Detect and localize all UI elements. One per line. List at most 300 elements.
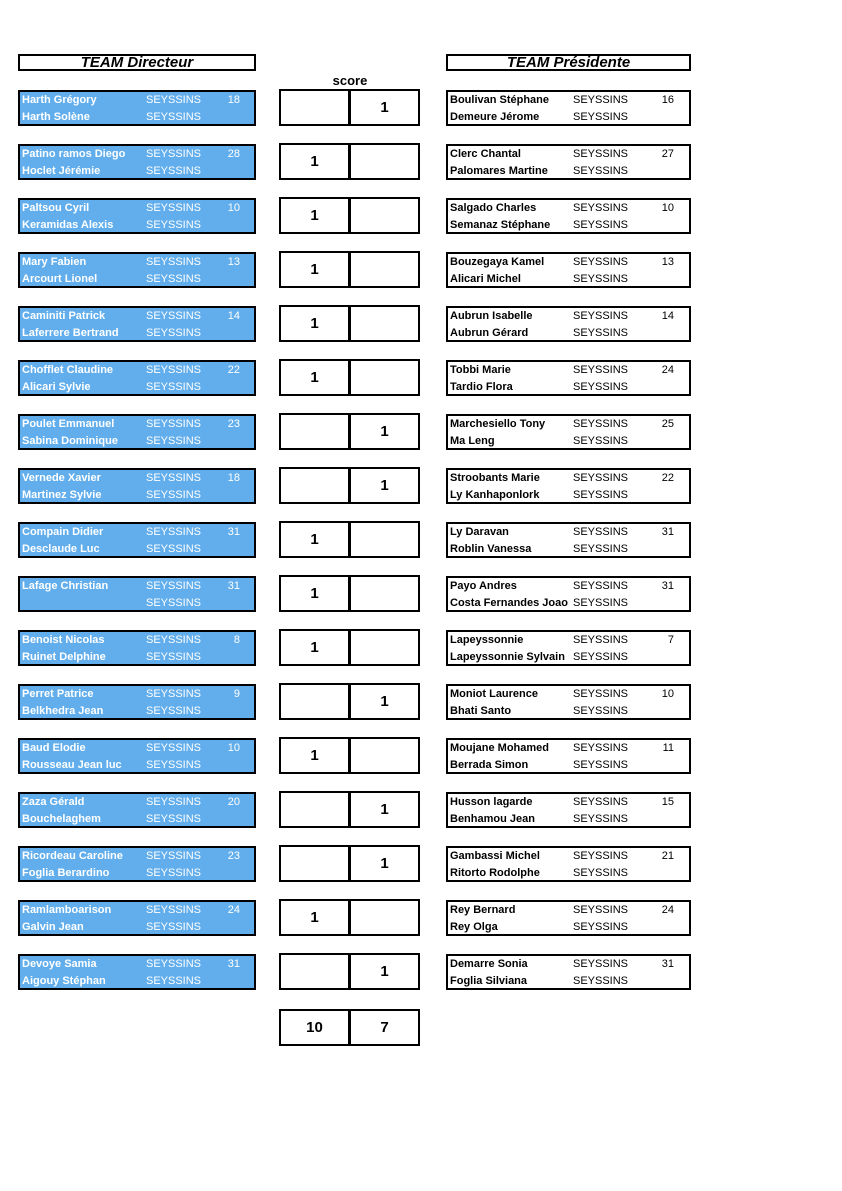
player-club: SEYSSINS <box>146 597 202 609</box>
player-line <box>448 271 689 288</box>
player-name: Alicari Michel <box>450 273 521 285</box>
player-name: Rey Olga <box>450 921 498 933</box>
score-right-box: 1 <box>349 845 420 882</box>
player-line <box>20 254 254 271</box>
player-line <box>20 919 254 936</box>
player-club: SEYSSINS <box>573 597 629 609</box>
player-line <box>448 649 689 666</box>
player-club: SEYSSINS <box>146 580 202 592</box>
score-right-box <box>349 521 420 558</box>
score-left-box <box>279 791 350 828</box>
player-name: Berrada Simon <box>450 759 529 771</box>
player-line <box>20 379 254 396</box>
player-line <box>20 308 254 325</box>
team-left-pair <box>18 468 256 504</box>
player-club: SEYSSINS <box>146 958 202 970</box>
player-line <box>448 433 689 450</box>
player-name: Benoist Nicolas <box>22 634 105 646</box>
player-name: Patino ramos Diego <box>22 148 126 160</box>
player-line <box>448 811 689 828</box>
player-club: SEYSSINS <box>146 489 202 501</box>
player-name: Boulivan Stéphane <box>450 94 550 106</box>
player-line <box>20 757 254 774</box>
player-club: SEYSSINS <box>146 796 202 808</box>
player-name: Semanaz Stéphane <box>450 219 551 231</box>
score-right-box <box>349 575 420 612</box>
score-left-box: 1 <box>279 359 350 396</box>
player-name: Paltsou Cyril <box>22 202 90 214</box>
score-right-box: 1 <box>349 467 420 504</box>
player-number: 31 <box>227 526 240 538</box>
player-line <box>448 163 689 180</box>
player-number: 16 <box>661 94 674 106</box>
player-number: 31 <box>661 958 674 970</box>
player-name: Ritorto Rodolphe <box>450 867 540 879</box>
player-line <box>448 362 689 379</box>
team-header-left: TEAM Directeur <box>18 54 256 71</box>
team-left-pair <box>18 144 256 180</box>
player-name: Costa Fernandes Joao <box>450 597 568 609</box>
player-name: Ma Leng <box>450 435 495 447</box>
player-line <box>448 524 689 541</box>
player-line <box>448 308 689 325</box>
player-line <box>448 703 689 720</box>
player-club: SEYSSINS <box>146 543 202 555</box>
team-right-pair <box>446 198 691 234</box>
team-right-pair <box>446 252 691 288</box>
player-line <box>448 416 689 433</box>
player-club: SEYSSINS <box>146 759 202 771</box>
player-name: Payo Andres <box>450 580 517 592</box>
player-name: Harth Grégory <box>22 94 97 106</box>
player-line <box>448 595 689 612</box>
player-number: 14 <box>227 310 240 322</box>
team-right-pair <box>446 900 691 936</box>
score-label: score <box>332 73 368 88</box>
player-club: SEYSSINS <box>573 256 629 268</box>
player-line <box>20 649 254 666</box>
player-club: SEYSSINS <box>146 742 202 754</box>
player-name: Tobbi Marie <box>450 364 511 376</box>
player-club: SEYSSINS <box>146 904 202 916</box>
player-name: Gambassi Michel <box>450 850 540 862</box>
player-line <box>20 416 254 433</box>
player-line <box>20 200 254 217</box>
team-right-pair <box>446 576 691 612</box>
team-left-pair <box>18 90 256 126</box>
player-name: Lapeyssonnie <box>450 634 524 646</box>
player-name: Aigouy Stéphan <box>22 975 106 987</box>
player-name: Ly Daravan <box>450 526 509 538</box>
player-club: SEYSSINS <box>573 813 629 825</box>
player-club: SEYSSINS <box>573 418 629 430</box>
player-club: SEYSSINS <box>146 310 202 322</box>
player-number: 22 <box>661 472 674 484</box>
player-name: Marchesiello Tony <box>450 418 546 430</box>
player-name: Poulet Emmanuel <box>22 418 115 430</box>
team-right-pair <box>446 954 691 990</box>
player-line <box>20 686 254 703</box>
team-left-pair <box>18 252 256 288</box>
player-number: 25 <box>661 418 674 430</box>
team-right-pair <box>446 684 691 720</box>
score-right-box: 1 <box>349 89 420 126</box>
player-name: Benhamou Jean <box>450 813 535 825</box>
team-left-pair <box>18 306 256 342</box>
team-right-pair <box>446 846 691 882</box>
player-number: 31 <box>227 958 240 970</box>
score-left-box: 1 <box>279 629 350 666</box>
team-left-pair <box>18 360 256 396</box>
player-line <box>20 433 254 450</box>
player-name: Husson lagarde <box>450 796 533 808</box>
score-right-box <box>349 629 420 666</box>
player-line <box>20 811 254 828</box>
score-left-box <box>279 953 350 990</box>
player-name: Lafage Christian <box>22 580 109 592</box>
team-right-pair <box>446 360 691 396</box>
player-line <box>20 109 254 126</box>
player-name: Demeure Jérome <box>450 111 540 123</box>
player-number: 23 <box>227 850 240 862</box>
player-club: SEYSSINS <box>146 526 202 538</box>
player-name: Demarre Sonia <box>450 958 528 970</box>
player-name: Zaza Gérald <box>22 796 85 808</box>
player-number: 7 <box>667 634 674 646</box>
player-club: SEYSSINS <box>573 273 629 285</box>
player-name: Aubrun Isabelle <box>450 310 533 322</box>
player-name: Harth Solène <box>22 111 90 123</box>
player-club: SEYSSINS <box>573 543 629 555</box>
player-club: SEYSSINS <box>573 435 629 447</box>
player-line <box>448 217 689 234</box>
player-number: 22 <box>227 364 240 376</box>
player-club: SEYSSINS <box>146 327 202 339</box>
score-left-box: 1 <box>279 305 350 342</box>
player-name: Devoye Samia <box>22 958 97 970</box>
team-right-pair <box>446 144 691 180</box>
player-club: SEYSSINS <box>146 273 202 285</box>
player-number: 13 <box>661 256 674 268</box>
player-club: SEYSSINS <box>146 165 202 177</box>
player-number: 31 <box>661 580 674 592</box>
player-name: Belkhedra Jean <box>22 705 104 717</box>
player-line <box>448 379 689 396</box>
player-club: SEYSSINS <box>573 111 629 123</box>
team-left-pair <box>18 684 256 720</box>
player-name: Tardio Flora <box>450 381 513 393</box>
player-club: SEYSSINS <box>573 867 629 879</box>
player-club: SEYSSINS <box>573 688 629 700</box>
player-club: SEYSSINS <box>573 634 629 646</box>
player-number: 21 <box>661 850 674 862</box>
player-number: 9 <box>233 688 240 700</box>
player-line <box>20 217 254 234</box>
team-left-pair <box>18 198 256 234</box>
score-right-box: 1 <box>349 413 420 450</box>
player-name: Moniot Laurence <box>450 688 539 700</box>
player-line <box>448 848 689 865</box>
player-club: SEYSSINS <box>146 921 202 933</box>
player-number: 27 <box>661 148 674 160</box>
player-line <box>448 578 689 595</box>
player-club: SEYSSINS <box>573 904 629 916</box>
score-right-box <box>349 197 420 234</box>
player-name: Clerc Chantal <box>450 148 521 160</box>
player-line <box>448 919 689 936</box>
player-number: 31 <box>227 580 240 592</box>
team-left-pair <box>18 630 256 666</box>
player-club: SEYSSINS <box>146 219 202 231</box>
score-left-box <box>279 845 350 882</box>
player-club: SEYSSINS <box>146 705 202 717</box>
team-right-pair <box>446 90 691 126</box>
player-club: SEYSSINS <box>573 327 629 339</box>
total-score-left: 10 <box>279 1009 350 1046</box>
player-name: Sabina Dominique <box>22 435 118 447</box>
player-name: Foglia Silviana <box>450 975 528 987</box>
player-name: Bouchelaghem <box>22 813 101 825</box>
score-left-box <box>279 89 350 126</box>
player-line <box>20 973 254 990</box>
player-line <box>20 163 254 180</box>
player-name: Desclaude Luc <box>22 543 100 555</box>
player-club: SEYSSINS <box>146 867 202 879</box>
team-right-pair <box>446 792 691 828</box>
player-name: Foglia Berardino <box>22 867 110 879</box>
score-right-box: 1 <box>349 953 420 990</box>
player-name: Baud Elodie <box>22 742 86 754</box>
team-left-pair <box>18 738 256 774</box>
player-club: SEYSSINS <box>573 850 629 862</box>
team-header-right: TEAM Présidente <box>446 54 691 71</box>
team-left-pair <box>18 414 256 450</box>
player-line <box>20 578 254 595</box>
player-line <box>20 487 254 504</box>
player-line <box>448 686 689 703</box>
player-name: Rey Bernard <box>450 904 516 916</box>
player-number: 28 <box>227 148 240 160</box>
player-line <box>448 541 689 558</box>
score-left-box: 1 <box>279 197 350 234</box>
player-line <box>20 92 254 109</box>
player-number: 11 <box>662 742 674 754</box>
player-club: SEYSSINS <box>146 472 202 484</box>
player-name: Mary Fabien <box>22 256 87 268</box>
player-line <box>448 865 689 882</box>
player-line <box>448 757 689 774</box>
team-right-pair <box>446 306 691 342</box>
score-left-box: 1 <box>279 143 350 180</box>
team-right-pair <box>446 630 691 666</box>
score-right-box <box>349 737 420 774</box>
player-line <box>20 524 254 541</box>
player-number: 23 <box>227 418 240 430</box>
player-name: Ramlamboarison <box>22 904 112 916</box>
score-right-box <box>349 305 420 342</box>
player-line <box>448 470 689 487</box>
team-left-pair <box>18 792 256 828</box>
player-club: SEYSSINS <box>573 381 629 393</box>
player-line <box>20 595 254 612</box>
player-line <box>20 902 254 919</box>
team-left-pair <box>18 576 256 612</box>
player-club: SEYSSINS <box>573 975 629 987</box>
player-club: SEYSSINS <box>146 651 202 663</box>
player-name: Salgado Charles <box>450 202 537 214</box>
score-right-box <box>349 251 420 288</box>
player-number: 20 <box>227 796 240 808</box>
player-line <box>20 541 254 558</box>
player-name: Ly Kanhaponlork <box>450 489 540 501</box>
player-name: Stroobants Marie <box>450 472 540 484</box>
player-club: SEYSSINS <box>573 705 629 717</box>
player-line <box>20 794 254 811</box>
player-club: SEYSSINS <box>146 435 202 447</box>
player-club: SEYSSINS <box>573 94 629 106</box>
team-left-pair <box>18 954 256 990</box>
score-left-box <box>279 683 350 720</box>
player-line <box>448 487 689 504</box>
player-club: SEYSSINS <box>146 975 202 987</box>
player-line <box>448 146 689 163</box>
player-club: SEYSSINS <box>573 580 629 592</box>
team-left-pair <box>18 522 256 558</box>
player-name: Martinez Sylvie <box>22 489 102 501</box>
player-line <box>448 973 689 990</box>
player-club: SEYSSINS <box>573 364 629 376</box>
player-club: SEYSSINS <box>573 310 629 322</box>
player-line <box>20 848 254 865</box>
team-right-pair <box>446 414 691 450</box>
player-name: Vernede Xavier <box>22 472 101 484</box>
player-line <box>20 632 254 649</box>
score-left-box <box>279 467 350 504</box>
team-left-pair <box>18 846 256 882</box>
player-name: Arcourt Lionel <box>22 273 98 285</box>
player-line <box>448 254 689 271</box>
player-name: Alicari Sylvie <box>22 381 91 393</box>
player-club: SEYSSINS <box>146 381 202 393</box>
score-left-box: 1 <box>279 737 350 774</box>
player-number: 24 <box>661 364 674 376</box>
player-name: Caminiti Patrick <box>22 310 106 322</box>
player-number: 18 <box>227 94 240 106</box>
total-score-right: 7 <box>349 1009 420 1046</box>
player-line <box>20 362 254 379</box>
player-club: SEYSSINS <box>146 256 202 268</box>
player-line <box>20 956 254 973</box>
player-number: 10 <box>227 742 240 754</box>
player-club: SEYSSINS <box>146 202 202 214</box>
player-line <box>448 740 689 757</box>
player-number: 10 <box>661 688 674 700</box>
player-club: SEYSSINS <box>573 148 629 160</box>
score-left-box <box>279 413 350 450</box>
player-line <box>20 271 254 288</box>
player-club: SEYSSINS <box>573 742 629 754</box>
player-club: SEYSSINS <box>573 472 629 484</box>
player-club: SEYSSINS <box>573 958 629 970</box>
player-number: 15 <box>661 796 674 808</box>
player-club: SEYSSINS <box>146 813 202 825</box>
player-number: 24 <box>227 904 240 916</box>
score-left-box: 1 <box>279 899 350 936</box>
player-number: 24 <box>661 904 674 916</box>
player-line <box>448 325 689 342</box>
player-number: 14 <box>661 310 674 322</box>
player-club: SEYSSINS <box>573 651 629 663</box>
player-line <box>448 956 689 973</box>
player-line <box>448 92 689 109</box>
team-left-pair <box>18 900 256 936</box>
player-club: SEYSSINS <box>146 850 202 862</box>
player-line <box>448 109 689 126</box>
player-number: 13 <box>227 256 240 268</box>
player-club: SEYSSINS <box>573 526 629 538</box>
player-line <box>20 865 254 882</box>
team-right-pair <box>446 522 691 558</box>
player-club: SEYSSINS <box>146 94 202 106</box>
player-name: Laferrere Bertrand <box>22 327 119 339</box>
player-club: SEYSSINS <box>573 489 629 501</box>
player-name: Aubrun Gérard <box>450 327 529 339</box>
player-line <box>448 632 689 649</box>
score-left-box: 1 <box>279 251 350 288</box>
player-name: Galvin Jean <box>22 921 84 933</box>
score-right-box <box>349 143 420 180</box>
team-right-pair <box>446 468 691 504</box>
player-name: Ricordeau Caroline <box>22 850 123 862</box>
score-right-box: 1 <box>349 791 420 828</box>
player-club: SEYSSINS <box>146 688 202 700</box>
player-club: SEYSSINS <box>146 148 202 160</box>
player-club: SEYSSINS <box>146 111 202 123</box>
player-number: 18 <box>227 472 240 484</box>
player-club: SEYSSINS <box>573 921 629 933</box>
player-name: Compain Didier <box>22 526 104 538</box>
player-line <box>448 794 689 811</box>
player-club: SEYSSINS <box>573 165 629 177</box>
player-name: Roblin Vanessa <box>450 543 532 555</box>
player-line <box>448 200 689 217</box>
score-right-box <box>349 359 420 396</box>
player-name: Perret Patrice <box>22 688 94 700</box>
player-club: SEYSSINS <box>146 364 202 376</box>
player-club: SEYSSINS <box>573 219 629 231</box>
player-name: Ruinet Delphine <box>22 651 106 663</box>
player-name: Bouzegaya Kamel <box>450 256 545 268</box>
player-club: SEYSSINS <box>146 634 202 646</box>
player-number: 31 <box>661 526 674 538</box>
score-left-box: 1 <box>279 575 350 612</box>
player-name: Lapeyssonnie Sylvain <box>450 651 565 663</box>
player-line <box>20 325 254 342</box>
player-club: SEYSSINS <box>573 796 629 808</box>
team-right-pair <box>446 738 691 774</box>
player-line <box>20 740 254 757</box>
player-name: Keramidas Alexis <box>22 219 114 231</box>
score-left-box: 1 <box>279 521 350 558</box>
player-name: Hoclet Jérémie <box>22 165 101 177</box>
player-name: Moujane Mohamed <box>450 742 550 754</box>
score-right-box <box>349 899 420 936</box>
player-line <box>448 902 689 919</box>
player-number: 10 <box>661 202 674 214</box>
player-name: Chofflet Claudine <box>22 364 114 376</box>
score-right-box: 1 <box>349 683 420 720</box>
player-name: Palomares Martine <box>450 165 548 177</box>
